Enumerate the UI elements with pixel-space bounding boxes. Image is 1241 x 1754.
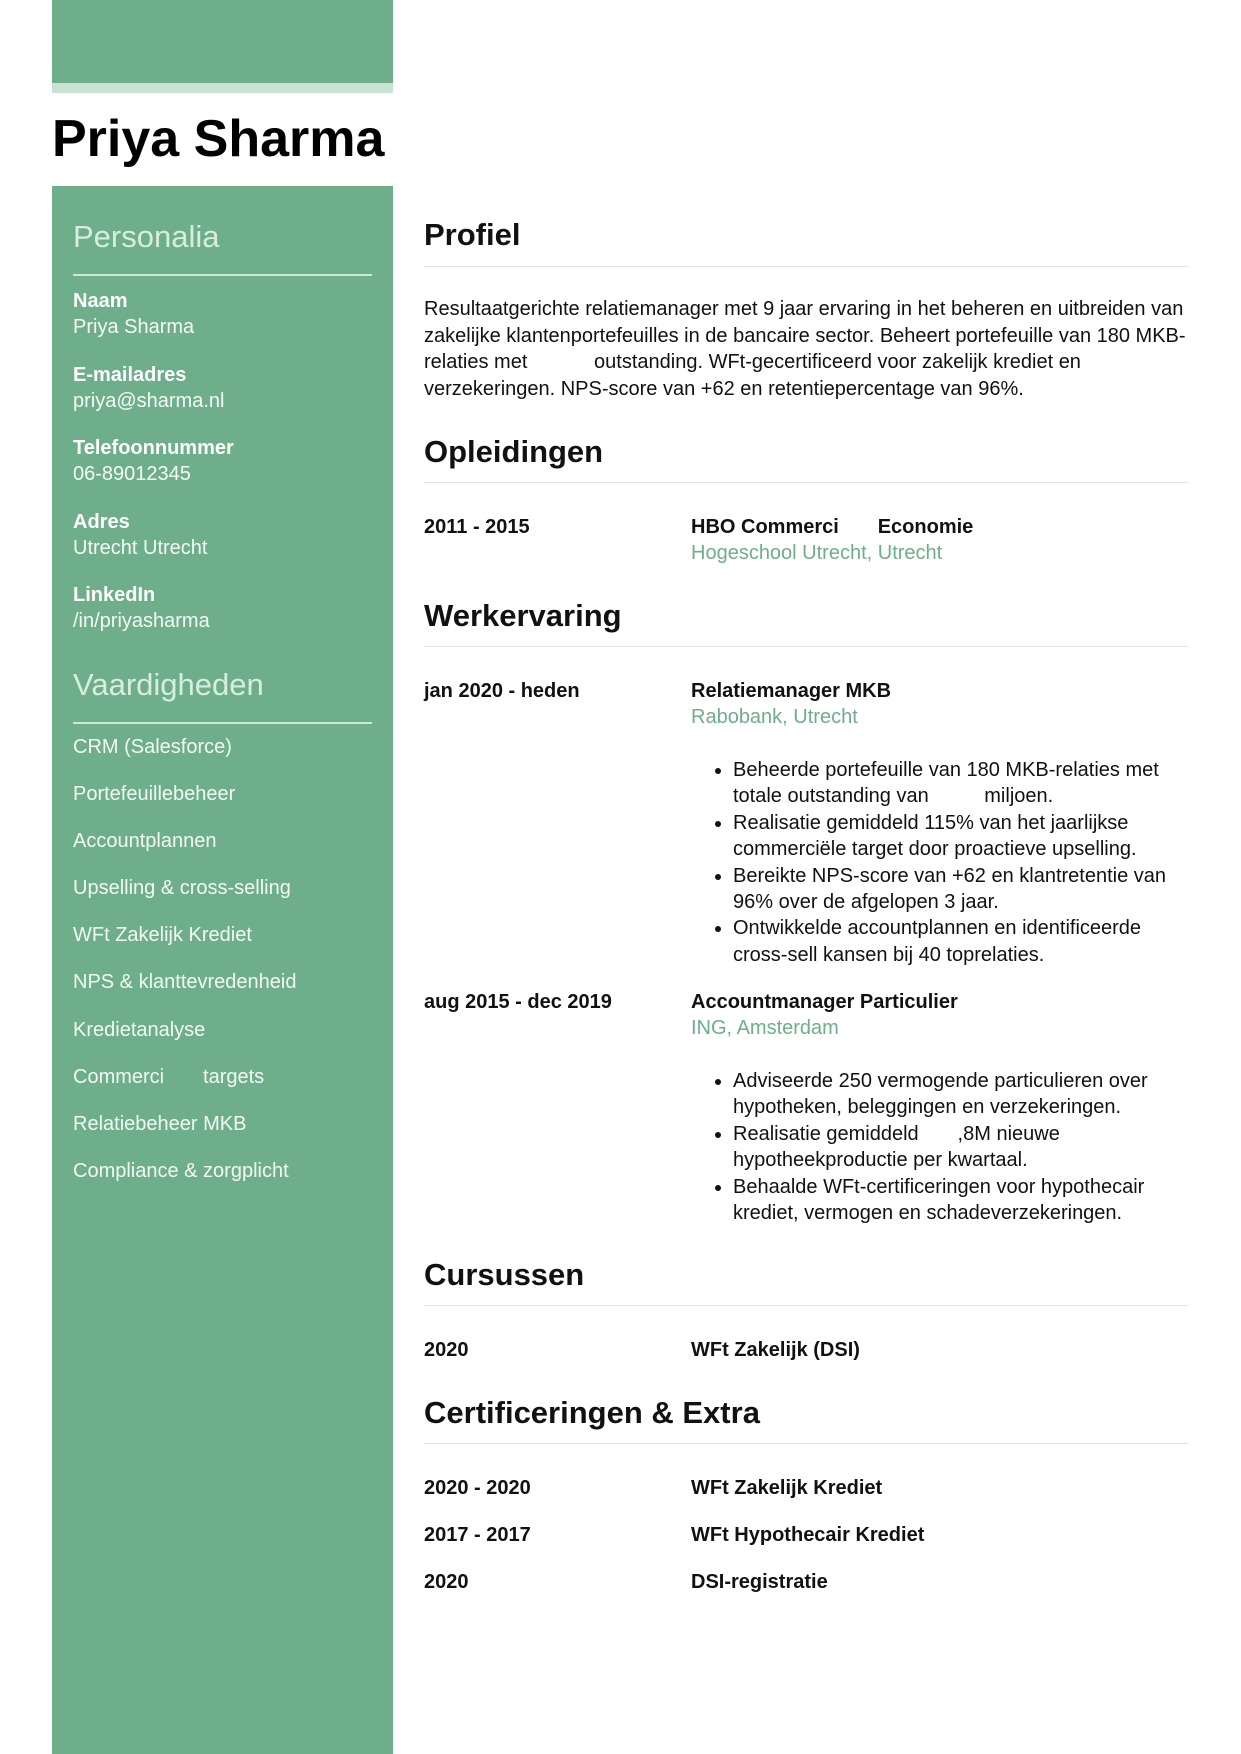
profile-text: Resultaatgerichte relatiemanager met 9 jaar ervaring in het beheren en uitbreiden van zakelijke klantenportefeuilles in de bancaire sector. Beheert portefeuille van 180 MKB-relaties met outstanding. WFt-gecertificeerd voor zakelijk krediet en verzekeringen. NPS-score van +62 en retentiepercentage van 96%. <box>424 298 1189 400</box>
certification-title: WFt Zakelijk Krediet <box>691 1477 883 1499</box>
personalia-label: LinkedIn <box>73 584 156 606</box>
skills-heading: Vaardigheden <box>73 667 264 702</box>
skill-item: Kredietanalyse <box>73 1018 206 1041</box>
job-achievement: • Realisatie gemiddeld ,8M nieuwe hypotheekproductie per kwartaal. <box>733 1121 1188 1174</box>
personalia-value: priya@sharma.nl <box>73 389 225 412</box>
certification-dates: 2020 - 2020 <box>424 1477 531 1499</box>
certification-title: DSI-registratie <box>691 1571 828 1593</box>
personalia-item-name <box>73 288 372 362</box>
personalia-list <box>73 288 372 656</box>
personalia-value: Priya Sharma <box>73 316 195 338</box>
job-dates: aug 2015 - dec 2019 <box>424 991 612 1013</box>
job-title: Accountmanager Particulier <box>691 991 958 1013</box>
education-dates: 2011 - 2015 <box>424 516 530 538</box>
courses-divider <box>424 1305 1188 1306</box>
certification-dates: 2017 - 2017 <box>424 1524 531 1546</box>
education-divider <box>424 482 1188 483</box>
education-heading: Opleidingen <box>424 434 604 469</box>
profile-divider <box>424 266 1188 267</box>
profile-heading: Profiel <box>424 217 521 252</box>
job-achievement: • Adviseerde 250 vermogende particulieren over hypotheken, beleggingen en verzekeringen. <box>733 1068 1188 1121</box>
sidebar <box>52 186 393 1754</box>
job-dates: jan 2020 - heden <box>424 680 580 702</box>
job-company: Rabobank, Utrecht <box>691 706 858 728</box>
course-title: WFt Zakelijk (DSI) <box>691 1339 860 1361</box>
certifications-divider <box>424 1443 1188 1444</box>
skill-item: Upselling & cross-selling <box>73 877 291 900</box>
sidebar-header-band <box>52 0 393 83</box>
certification-title: WFt Hypothecair Krediet <box>691 1524 925 1546</box>
skill-item: Relatiebeheer MKB <box>73 1112 247 1135</box>
candidate-name: Priya Sharma <box>52 110 385 168</box>
experience-heading: Werkervaring <box>424 598 622 633</box>
personalia-item-address <box>73 509 372 583</box>
job-achievement: • Bereikte NPS-score van +62 en klantretentie van 96% over de afgelopen 3 jaar. <box>733 863 1188 916</box>
personalia-divider <box>73 274 372 276</box>
personalia-item-linkedin <box>73 582 372 656</box>
personalia-label: Naam <box>73 290 128 312</box>
certifications-heading: Certificeringen & Extra <box>424 1395 760 1430</box>
education-school: Hogeschool Utrecht, Utrecht <box>691 542 943 564</box>
job-company: ING, Amsterdam <box>691 1017 839 1039</box>
job-achievement: • Realisatie gemiddeld 115% van het jaarlijkse commerciële target door proactieve upselling. <box>733 810 1188 863</box>
job-achievement: • Ontwikkelde accountplannen en identificeerde cross-sell kansen bij 40 toprelaties. <box>733 915 1188 968</box>
job-achievements <box>691 1068 1188 1226</box>
personalia-label: Telefoonnummer <box>73 437 234 459</box>
job-title: Relatiemanager MKB <box>691 680 892 702</box>
skill-item: CRM (Salesforce) <box>73 736 232 758</box>
skill-item: Portefeuillebeheer <box>73 783 236 806</box>
sidebar-header-stripe <box>52 83 393 93</box>
personalia-label: E-mailadres <box>73 363 187 386</box>
skill-item: WFt Zakelijk Krediet <box>73 924 252 947</box>
job-achievement: • Behaalde WFt-certificeringen voor hypothecair krediet, vermogen en schadeverzekeringen. <box>733 1174 1188 1227</box>
skill-item: Commerci targets <box>73 1065 265 1088</box>
course-dates: 2020 <box>424 1339 469 1361</box>
personalia-label: Adres <box>73 510 130 533</box>
certification-dates: 2020 <box>424 1571 469 1593</box>
experience-divider <box>424 646 1188 647</box>
skill-item: NPS & klanttevredenheid <box>73 971 297 994</box>
personalia-value: Utrecht Utrecht <box>73 536 208 559</box>
job-achievement: • Beheerde portefeuille van 180 MKB-relaties met totale outstanding van miljoen. <box>733 757 1188 810</box>
personalia-item-email <box>73 362 372 436</box>
personalia-value: /in/priyasharma <box>73 610 210 632</box>
skills-divider <box>73 722 372 724</box>
job-achievements <box>691 757 1188 968</box>
courses-heading: Cursussen <box>424 1257 585 1292</box>
skills-list <box>73 734 372 1205</box>
personalia-heading: Personalia <box>73 219 220 254</box>
personalia-item-phone <box>73 435 372 509</box>
personalia-value: 06-89012345 <box>73 463 191 485</box>
education-title: HBO Commerci Economie <box>691 516 974 538</box>
skill-item: Compliance & zorgplicht <box>73 1159 289 1182</box>
skill-item: Accountplannen <box>73 830 217 853</box>
